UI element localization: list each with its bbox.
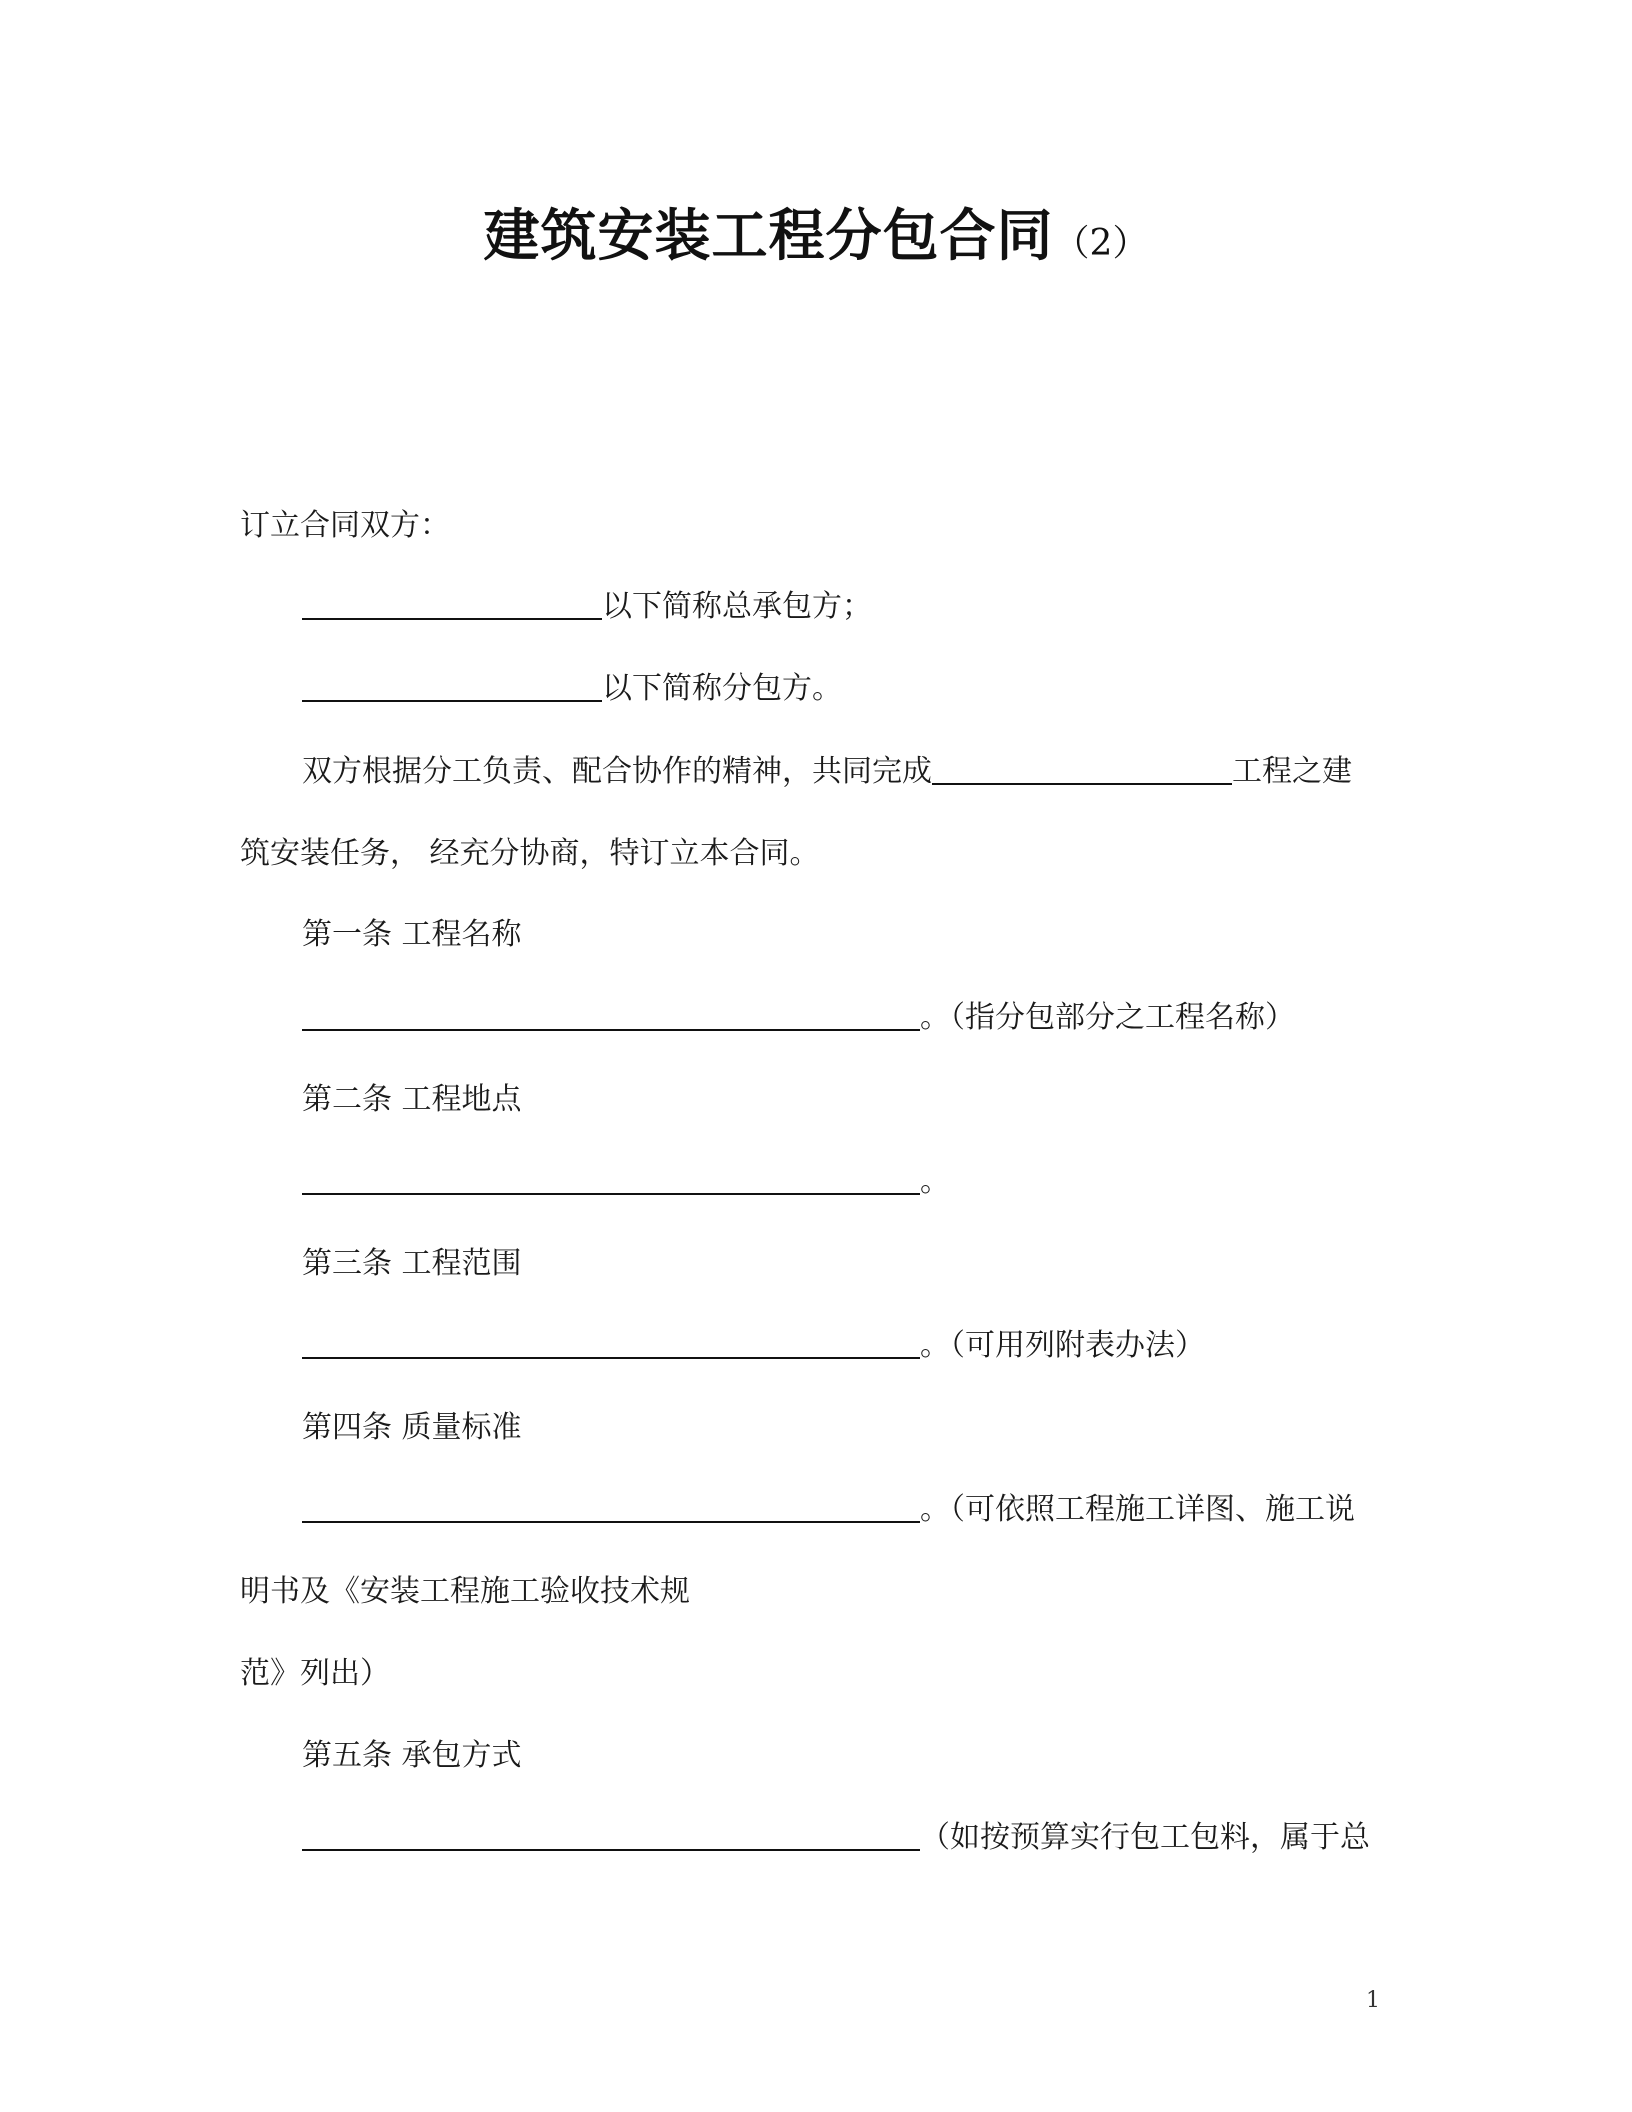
article-3-note: 。（可用列附表办法） bbox=[920, 1328, 1205, 1363]
article-2-field bbox=[302, 1162, 950, 1202]
article-2-blank[interactable] bbox=[302, 1163, 920, 1195]
article-4-continuation-2: 范》列出） bbox=[240, 1656, 390, 1691]
document-title bbox=[0, 192, 1632, 272]
article-5-blank[interactable] bbox=[302, 1819, 920, 1851]
subcontractor-label: 以下简称分包方。 bbox=[602, 671, 842, 706]
preamble-line-1 bbox=[302, 752, 1352, 792]
title-suffix: （2） bbox=[1053, 223, 1149, 264]
preamble-text-after: 工程之建 bbox=[1232, 754, 1352, 789]
article-4-field bbox=[302, 1490, 1355, 1530]
article-4-note: 。（可依照工程施工详图、施工说 bbox=[920, 1492, 1355, 1527]
article-2-note: 。 bbox=[920, 1164, 950, 1199]
preamble-line-2: 筑安装任务， 经充分协商，特订立本合同。 bbox=[240, 836, 820, 871]
article-1-note: 。（指分包部分之工程名称） bbox=[920, 1000, 1295, 1035]
general-contractor-blank[interactable] bbox=[302, 588, 602, 620]
subcontractor-blank[interactable] bbox=[302, 670, 602, 702]
title-main: 建筑安装工程分包合同 bbox=[483, 204, 1054, 269]
article-5-heading: 第五条 承包方式 bbox=[302, 1738, 522, 1773]
article-5-note: （如按预算实行包工包料，属于总 bbox=[920, 1820, 1370, 1855]
article-4-heading: 第四条 质量标准 bbox=[302, 1410, 522, 1445]
article-4-continuation-1: 明书及《安装工程施工验收技术规 bbox=[240, 1574, 690, 1609]
article-2-heading: 第二条 工程地点 bbox=[302, 1082, 522, 1117]
article-3-field bbox=[302, 1326, 1205, 1366]
general-contractor-label: 以下简称总承包方； bbox=[602, 589, 872, 624]
article-1-blank[interactable] bbox=[302, 999, 920, 1031]
page-number: 1 bbox=[1366, 1988, 1380, 2013]
article-4-blank[interactable] bbox=[302, 1491, 920, 1523]
article-1-heading: 第一条 工程名称 bbox=[302, 917, 522, 952]
parties-heading: 订立合同双方： bbox=[240, 508, 450, 543]
subcontractor-line bbox=[302, 669, 842, 709]
general-contractor-line bbox=[302, 587, 872, 627]
project-name-blank[interactable] bbox=[932, 753, 1232, 785]
article-5-field bbox=[302, 1818, 1370, 1858]
article-3-blank[interactable] bbox=[302, 1327, 920, 1359]
article-3-heading: 第三条 工程范围 bbox=[302, 1246, 522, 1281]
preamble-text-before: 双方根据分工负责、配合协作的精神，共同完成 bbox=[302, 754, 932, 789]
article-1-field bbox=[302, 998, 1295, 1038]
